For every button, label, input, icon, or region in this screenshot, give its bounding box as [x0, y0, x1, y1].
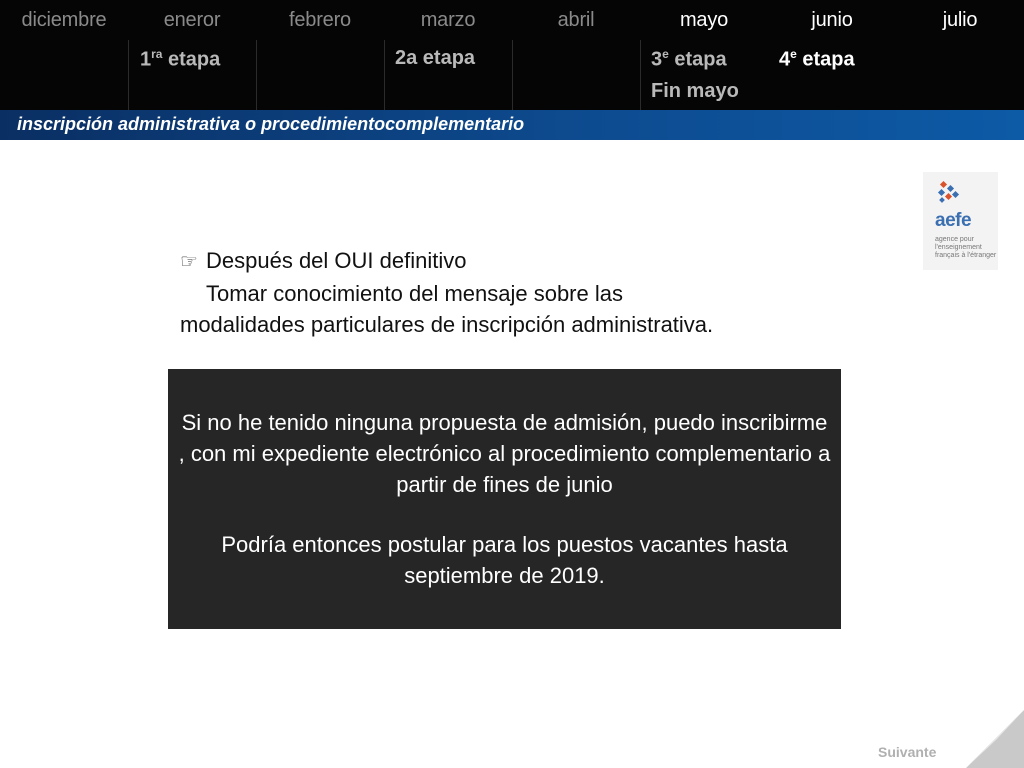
section-band	[0, 110, 1024, 140]
month-febrero: febrero	[289, 9, 351, 31]
stage-2: 2a etapa	[395, 47, 476, 69]
intro-text	[180, 245, 840, 340]
notice-paragraph-2: Podría entonces postular para los puestos vacantes hasta septiembre de 2019.	[221, 532, 788, 588]
column-divider	[256, 40, 257, 110]
column-divider	[512, 40, 513, 110]
month-mayo: mayo	[679, 9, 729, 31]
month-junio: junio	[811, 9, 853, 31]
stage-3: 3e etapa	[651, 47, 727, 71]
intro-line-3: modalidades particulares de inscripción administrativa.	[180, 312, 714, 337]
intro-line-1: ☞ Después del OUI definitivo	[180, 245, 840, 278]
aefe-logo-mark-icon	[935, 180, 963, 208]
notice-paragraph-1: Si no he tenido ninguna propuesta de admisión, puedo inscribirme , con mi expediente electrónico al procedimiento complementario a partir de fines de junio	[178, 410, 831, 497]
stage-4: 4e etapa	[779, 47, 855, 71]
intro-line-2: Tomar conocimiento del mensaje sobre las	[206, 281, 623, 306]
month-julio: julio	[942, 9, 978, 31]
timeline-header	[0, 0, 1024, 110]
column-divider	[128, 40, 129, 110]
stage-1: $1^{ra}$ etapa	[140, 47, 221, 71]
month-marzo: marzo	[420, 9, 476, 31]
month-abril: abril	[557, 9, 595, 31]
aefe-logo	[923, 172, 998, 270]
pointing-hand-icon: ☞	[180, 251, 198, 273]
column-divider	[640, 40, 641, 110]
page-curl-next-icon[interactable]	[966, 710, 1024, 768]
aefe-logo-text: aefe	[935, 210, 972, 231]
month-enero: eneror	[163, 9, 221, 31]
column-divider	[384, 40, 385, 110]
month-diciembre: diciembre	[21, 9, 107, 31]
section-title: inscripción administrativa o procedimientocomplementario	[17, 114, 525, 134]
month-row	[0, 0, 1024, 40]
stage-3-note: Fin mayo	[651, 80, 739, 102]
aefe-logo-tagline: agence pour l'enseignement français à l'étranger	[935, 236, 997, 259]
notice-box	[168, 369, 841, 629]
next-slide-link[interactable]: Suivante	[878, 744, 937, 760]
